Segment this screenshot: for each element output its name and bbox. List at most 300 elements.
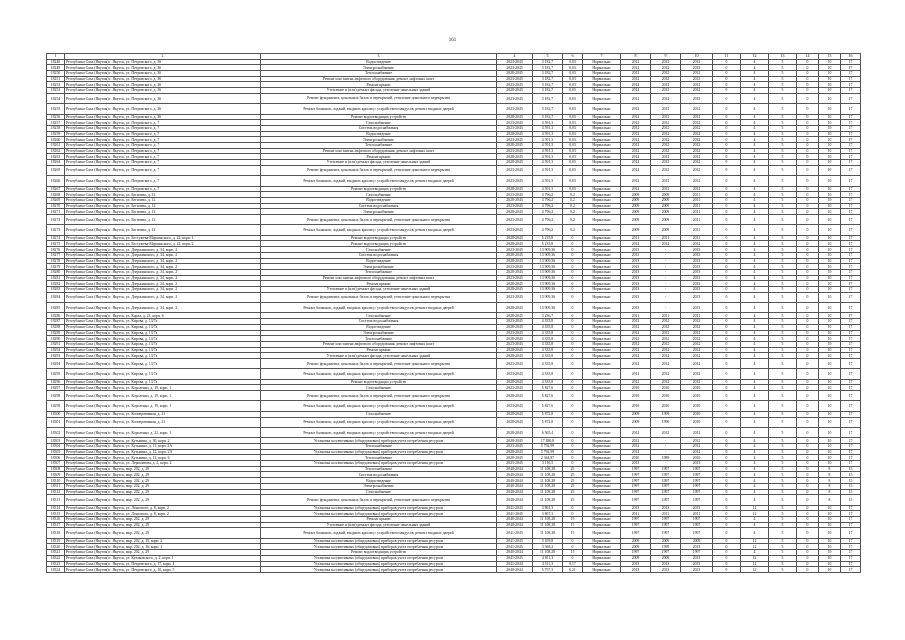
table-cell: 2009 xyxy=(621,538,651,544)
table-cell: 18261 xyxy=(47,143,65,149)
table-cell: 0 xyxy=(797,522,819,528)
table-cell: Нормально xyxy=(583,258,621,264)
table-cell: 2013 xyxy=(621,264,651,270)
table-cell: 2011 xyxy=(681,203,713,209)
table-cell: 0 xyxy=(797,461,819,467)
table-cell: Теплоснабжение xyxy=(261,143,497,149)
table-cell: 2040-2044 xyxy=(497,478,533,484)
table-cell: 2013 xyxy=(621,505,651,511)
table-cell: 2012 xyxy=(621,71,651,77)
table-cell: 10 xyxy=(819,186,841,192)
table-cell: 4 xyxy=(741,247,769,253)
table-cell: 4 591,3 xyxy=(533,176,563,186)
table-cell: 0 xyxy=(797,472,819,478)
table-cell: 18277 xyxy=(47,252,65,258)
table-cell: 17 xyxy=(841,369,861,379)
table-row xyxy=(47,417,861,427)
table-cell: 17 xyxy=(841,528,861,538)
table-cell: 0 xyxy=(563,313,583,319)
table-cell: 4 xyxy=(741,93,769,103)
table-cell: Нормально xyxy=(583,401,621,411)
table-cell: 2012 xyxy=(651,71,681,77)
table-cell: 17 480,8 xyxy=(533,438,563,444)
table-cell: 0 xyxy=(563,330,583,336)
table-cell: 0 xyxy=(713,160,741,166)
table-cell: 2012 xyxy=(651,427,681,437)
table-cell: 0 xyxy=(563,353,583,359)
table-cell: 0 xyxy=(797,225,819,235)
table-cell: Система водоснабжения xyxy=(261,252,497,258)
table-cell: 17 xyxy=(841,336,861,342)
table-cell: 1997 xyxy=(621,516,651,522)
table-cell: 2012 xyxy=(651,125,681,131)
table-cell: 0 xyxy=(713,444,741,450)
column-header: 7 xyxy=(583,54,621,60)
table-cell: 3 182,7 xyxy=(533,82,563,88)
table-cell: Республика Саха (Якутия) г. Якутск, мкр. 202, д. 29 xyxy=(65,466,261,472)
table-cell: 5 xyxy=(769,154,797,160)
table-cell: 18272 xyxy=(47,215,65,225)
table-cell: 17 xyxy=(841,209,861,215)
table-cell: 4 xyxy=(741,131,769,137)
table-cell: 12 xyxy=(741,538,769,544)
table-cell: 1997 xyxy=(681,522,713,528)
table-cell: 2012 xyxy=(651,88,681,94)
table-cell: 2028-2045 xyxy=(497,197,533,203)
table-cell: 0 xyxy=(713,192,741,198)
table-cell: 5 xyxy=(769,148,797,154)
table-cell: 17 xyxy=(841,264,861,270)
table-cell: 10 xyxy=(819,281,841,287)
table-cell: 2013 xyxy=(681,269,713,275)
table-cell: 3 182,7 xyxy=(533,65,563,71)
table-cell: 18300 xyxy=(47,411,65,417)
table-cell: 10 xyxy=(819,235,841,241)
table-cell: 3 182,7 xyxy=(533,93,563,103)
table-cell: 5 xyxy=(769,215,797,225)
table-cell: 0 xyxy=(797,444,819,450)
table-cell: Нормально xyxy=(583,120,621,126)
table-cell: Ремонт фундамента, цокольных балок и перекрытий, утепление цокольного перекрытия xyxy=(261,93,497,103)
table-cell: 18292 xyxy=(47,347,65,353)
table-cell: Нормально xyxy=(583,65,621,71)
table-cell: 13 909,36 xyxy=(533,264,563,270)
table-cell: 17 xyxy=(841,438,861,444)
table-cell: 18314 xyxy=(47,505,65,511)
table-cell: Нормально xyxy=(583,522,621,528)
table-cell: 5 xyxy=(769,235,797,241)
table-cell: 2011 xyxy=(681,209,713,215)
table-cell: 17 xyxy=(841,516,861,522)
table-cell: 2023-2045 xyxy=(497,82,533,88)
table-cell: 2012 xyxy=(681,125,713,131)
table-cell: 11 108,28 xyxy=(533,489,563,495)
table-cell: Газоснабжение xyxy=(261,247,497,253)
table-cell: 4 xyxy=(741,313,769,319)
table-cell: 15 xyxy=(841,483,861,489)
table-cell: 10 xyxy=(819,203,841,209)
table-cell: 8 xyxy=(819,478,841,484)
table-cell: 0 xyxy=(563,511,583,517)
table-cell: 2009 xyxy=(651,225,681,235)
table-cell: Республика Саха (Якутия) г. Якутск, ул. Петровского, д. 36 xyxy=(65,104,261,114)
table-cell: 5 xyxy=(769,252,797,258)
table-cell: 0 xyxy=(713,286,741,292)
table-cell: 4 xyxy=(741,264,769,270)
table-cell: 0 xyxy=(797,286,819,292)
table-cell: Республика Саха (Якутия) г. Якутск, ул. Петровского, д. 36 xyxy=(65,93,261,103)
table-cell: Республика Саха (Якутия) г. Якутск, ул. Лермонтова, д. 2, корп. 2 xyxy=(65,461,261,467)
table-cell: 4 335,8 xyxy=(533,341,563,347)
table-cell: 2011 xyxy=(681,235,713,241)
table-cell: 10 xyxy=(819,275,841,281)
table-cell: 15 xyxy=(841,478,861,484)
table-cell: Нормально xyxy=(583,438,621,444)
table-cell: 0 xyxy=(713,483,741,489)
table-cell: Нормально xyxy=(583,427,621,437)
table-cell: 2023-2045 xyxy=(497,358,533,368)
table-cell: 0 xyxy=(563,385,583,391)
table-cell: 8 xyxy=(819,466,841,472)
table-cell: - xyxy=(651,461,681,467)
table-cell: 0 xyxy=(713,275,741,281)
table-cell: Электроснабжение xyxy=(261,209,497,215)
table-cell: 2013 xyxy=(621,252,651,258)
table-cell: 4 xyxy=(741,252,769,258)
table-cell: 4 xyxy=(741,528,769,538)
table-cell: 2013 xyxy=(681,292,713,302)
table-cell: 0 xyxy=(713,264,741,270)
table-cell: 2012 xyxy=(651,358,681,368)
table-cell: 2013 xyxy=(651,567,681,573)
table-cell: - xyxy=(651,269,681,275)
table-cell: 5 xyxy=(769,104,797,114)
column-header: 1 xyxy=(47,54,65,60)
table-cell: 2013 xyxy=(681,252,713,258)
table-cell: 2010 xyxy=(621,385,651,391)
table-cell: Нормально xyxy=(583,292,621,302)
table-cell: Нормально xyxy=(583,88,621,94)
table-cell: 5 xyxy=(769,292,797,302)
table-cell: Нормально xyxy=(583,313,621,319)
table-cell: 0 xyxy=(713,137,741,143)
table-cell: 2023-2045 xyxy=(497,247,533,253)
table-cell: 4 591,3 xyxy=(533,165,563,175)
table-cell: 2023-2045 xyxy=(497,176,533,186)
table-cell: 0 xyxy=(713,252,741,258)
table-cell: 0,03 xyxy=(563,120,583,126)
table-cell: 0 xyxy=(713,391,741,401)
table-cell: 2028-2045 xyxy=(497,71,533,77)
table-cell: 5 xyxy=(769,522,797,528)
table-cell: 18322 xyxy=(47,555,65,561)
table-cell: Республика Саха (Якутия) г. Якутск, ул. Дзержинского, д. 34, корп. 2 xyxy=(65,275,261,281)
table-cell: 0 xyxy=(797,160,819,166)
table-row xyxy=(47,104,861,114)
table-cell: 0 xyxy=(713,544,741,550)
table-cell: 0 xyxy=(713,455,741,461)
table-cell: 3 459,8 xyxy=(533,538,563,544)
table-cell: 0 xyxy=(797,391,819,401)
table-cell: 0 xyxy=(797,324,819,330)
table-cell: 15 xyxy=(563,516,583,522)
table-cell: 0 xyxy=(797,247,819,253)
table-cell: Теплоснабжение xyxy=(261,71,497,77)
table-cell: 18302 xyxy=(47,427,65,437)
table-cell: 0 xyxy=(713,215,741,225)
table-cell: Теплоснабжение xyxy=(261,444,497,450)
table-cell: 4 xyxy=(741,241,769,247)
table-cell: Ремонт балконов, лоджий, входных крылец с устройством пандусов, ремонт входных дверей xyxy=(261,303,497,313)
table-cell: Газоснабжение xyxy=(261,192,497,198)
table-cell: 0 xyxy=(563,247,583,253)
table-cell: 17 xyxy=(841,65,861,71)
table-cell: Ремонт крыши xyxy=(261,281,497,287)
table-cell: 17 xyxy=(841,353,861,359)
table-cell: 18248 xyxy=(47,59,65,65)
table-cell: 4 796,2 xyxy=(533,197,563,203)
table-cell: 4 511,3 xyxy=(533,561,563,567)
table-cell: 2012 xyxy=(651,104,681,114)
table-cell: 4 796,2 xyxy=(533,215,563,225)
table-cell: 2028-2045 xyxy=(497,281,533,287)
table-cell: 10 xyxy=(819,247,841,253)
table-cell: 17 xyxy=(841,561,861,567)
table-cell: 2010 xyxy=(681,411,713,417)
table-cell: 4 796,2 xyxy=(533,209,563,215)
table-cell: 0 xyxy=(797,483,819,489)
table-cell: 0 xyxy=(797,104,819,114)
table-cell: Республика Саха (Якутия) г. Якутск, ул. Бегичева, д. 12 xyxy=(65,209,261,215)
table-cell: 2013 xyxy=(621,561,651,567)
table-cell: 0 xyxy=(713,369,741,379)
table-cell: Ремонт фундамента, цокольных балок и перекрытий, утепление цокольного перекрытия xyxy=(261,292,497,302)
table-cell: Республика Саха (Якутия) г. Якутск, ул. Петровского, д. 10, корп. 5 xyxy=(65,567,261,573)
table-cell: Установка коллективных (общедомовых) приборов учета потребления ресурсов xyxy=(261,555,497,561)
table-cell: 2011 xyxy=(681,511,713,517)
table-cell: Нормально xyxy=(583,215,621,225)
table-cell: - xyxy=(651,303,681,313)
table-cell: 4 796,2 xyxy=(533,225,563,235)
table-cell: Нормально xyxy=(583,93,621,103)
table-cell: 5 xyxy=(769,550,797,556)
table-cell: 2012 xyxy=(681,341,713,347)
table-cell: 25 xyxy=(563,472,583,478)
table-cell: Республика Саха (Якутия) г. Якутск, ул. Петровского, д. 36 xyxy=(65,71,261,77)
table-cell: Нормально xyxy=(583,330,621,336)
table-cell: 1997 xyxy=(651,478,681,484)
table-cell: 0 xyxy=(713,281,741,287)
table-cell: 12 xyxy=(741,544,769,550)
table-cell: 2012 xyxy=(621,88,651,94)
table-cell: 5 xyxy=(769,225,797,235)
table-cell: 3 182,7 xyxy=(533,71,563,77)
table-cell: 1997 xyxy=(621,522,651,528)
table-cell: 17 xyxy=(841,511,861,517)
table-cell: Нормально xyxy=(583,76,621,82)
table-cell: Утепление и (или) ремонт фасада, утепление панельных зданий xyxy=(261,286,497,292)
table-cell: 2012 xyxy=(681,444,713,450)
table-cell: 5 xyxy=(769,385,797,391)
table-cell: 0 xyxy=(563,555,583,561)
table-cell: 0 xyxy=(563,505,583,511)
table-cell: 2011 xyxy=(621,313,651,319)
table-cell: 10 xyxy=(819,76,841,82)
table-cell: 5 xyxy=(769,444,797,450)
table-cell: 0 xyxy=(797,148,819,154)
table-cell: 2012 xyxy=(621,59,651,65)
table-cell: 2 344,87 xyxy=(533,455,563,461)
table-cell: 18259 xyxy=(47,131,65,137)
table-cell: 5 872,8 xyxy=(533,417,563,427)
table-cell: Республика Саха (Якутия) г. Якутск, мкр. 202, д. 29 xyxy=(65,478,261,484)
table-cell: 4 xyxy=(741,275,769,281)
table-cell: 2040-2044 xyxy=(497,522,533,528)
table-cell: Нормально xyxy=(583,303,621,313)
table-cell: Нормально xyxy=(583,528,621,538)
table-cell: 2012 xyxy=(681,438,713,444)
table-cell: 0 xyxy=(713,385,741,391)
table-cell: 18290 xyxy=(47,336,65,342)
table-cell: 11 108,28 xyxy=(533,550,563,556)
table-cell: 0 xyxy=(797,347,819,353)
table-cell: 5 xyxy=(769,143,797,149)
table-cell: 2012 xyxy=(651,324,681,330)
table-cell: 17 xyxy=(841,391,861,401)
table-cell: 2012 xyxy=(621,143,651,149)
table-cell: 2013 xyxy=(621,258,651,264)
table-cell: 2009 xyxy=(621,555,651,561)
table-cell: 0 xyxy=(797,385,819,391)
table-cell: Нормально xyxy=(583,483,621,489)
table-cell: Республика Саха (Якутия) г. Якутск, ул. Петровского, д. 17, корп. 4 xyxy=(65,561,261,567)
table-cell: Нормально xyxy=(583,516,621,522)
table-cell: 17 xyxy=(841,225,861,235)
table-cell: 2028-2045 xyxy=(497,160,533,166)
table-cell: 1997 xyxy=(681,495,713,505)
table-cell: 0,03 xyxy=(563,165,583,175)
table-cell: 0 xyxy=(797,71,819,77)
table-cell: Нормально xyxy=(583,505,621,511)
table-cell: 5 xyxy=(769,324,797,330)
table-cell: 0 xyxy=(563,319,583,325)
table-cell: Республика Саха (Якутия) г. Якутск, ул. Дзержинского, д. 34, корп. 2 xyxy=(65,292,261,302)
table-cell: 3 116,5 xyxy=(533,461,563,467)
table-row xyxy=(47,391,861,401)
table-cell: 0,03 xyxy=(563,114,583,120)
table-cell: 5 xyxy=(769,137,797,143)
table-cell: 2012 xyxy=(681,347,713,353)
table-cell: 4 xyxy=(741,516,769,522)
table-cell: 2023-2045 xyxy=(497,76,533,82)
column-header: 10 xyxy=(681,54,713,60)
table-cell: 10 xyxy=(819,538,841,544)
table-cell: 0 xyxy=(563,281,583,287)
table-cell: Республика Саха (Якутия) г. Якутск, ул. Кирова, д. 13/7а xyxy=(65,341,261,347)
table-cell: Система водоснабжения xyxy=(261,203,497,209)
table-cell: 18317 xyxy=(47,522,65,528)
table-cell: Нормально xyxy=(583,286,621,292)
table-cell: 18309 xyxy=(47,472,65,478)
table-cell: 0 xyxy=(713,125,741,131)
table-cell: Республика Саха (Якутия) г. Якутск, ул. Петровского, д. 7 xyxy=(65,131,261,137)
table-cell: Нормально xyxy=(583,225,621,235)
table-cell: 2012 xyxy=(681,154,713,160)
table-cell: 17 xyxy=(841,71,861,77)
table-cell: 17 xyxy=(841,186,861,192)
column-header: 13 xyxy=(769,54,797,60)
table-cell: 4 xyxy=(741,143,769,149)
table-cell: 17 xyxy=(841,538,861,544)
table-cell: 5 xyxy=(769,330,797,336)
table-cell: 2028-2045 xyxy=(497,186,533,192)
table-cell: 5 xyxy=(769,516,797,522)
column-header: 9 xyxy=(651,54,681,60)
table-cell: 2009 xyxy=(621,209,651,215)
table-cell: 0 xyxy=(563,358,583,368)
table-cell: Республика Саха (Якутия) г. Якутск, ул. Короленко, д. 19, корп. 1 xyxy=(65,391,261,401)
table-cell: 0 xyxy=(563,258,583,264)
table-cell: 13 909,36 xyxy=(533,286,563,292)
table-cell: 1997 xyxy=(651,489,681,495)
table-cell: 5 xyxy=(769,76,797,82)
table-cell: 17 xyxy=(841,82,861,88)
table-cell: 25 xyxy=(563,483,583,489)
table-cell: 25 xyxy=(563,466,583,472)
table-cell: 5 827,6 xyxy=(533,391,563,401)
table-cell: 2010 xyxy=(681,391,713,401)
table-cell: 4 335,8 xyxy=(533,358,563,368)
table-cell: 2012 xyxy=(681,148,713,154)
table-cell: 0 xyxy=(713,528,741,538)
table-cell: 2012 xyxy=(681,336,713,342)
table-cell: 0 xyxy=(797,203,819,209)
table-cell: 2028-2045 xyxy=(497,427,533,437)
table-cell: 18286 xyxy=(47,313,65,319)
table-cell: 2013 xyxy=(621,286,651,292)
table-cell: Нормально xyxy=(583,489,621,495)
table-cell: 2010 xyxy=(681,385,713,391)
table-cell: Нормально xyxy=(583,472,621,478)
table-cell: 3 182,7 xyxy=(533,114,563,120)
table-cell: 0 xyxy=(713,472,741,478)
table-cell: 5 xyxy=(769,192,797,198)
table-row xyxy=(47,93,861,103)
table-cell: 5 xyxy=(769,258,797,264)
table-cell: 5 xyxy=(769,93,797,103)
table-cell: 0 xyxy=(797,258,819,264)
table-cell: 4 xyxy=(741,472,769,478)
table-cell: - xyxy=(651,444,681,450)
table-cell: Республика Саха (Якутия) г. Якутск, мкр. 202, д. 29 xyxy=(65,516,261,522)
table-cell: 0 xyxy=(713,235,741,241)
table-cell: 2028-2045 xyxy=(497,391,533,401)
table-cell: 1997 xyxy=(651,516,681,522)
table-cell: - xyxy=(651,286,681,292)
table-cell: 10 xyxy=(819,165,841,175)
table-cell: 2012 xyxy=(681,59,713,65)
table-cell: 2012 xyxy=(651,65,681,71)
table-cell: Ремонт водоотводящих устройств xyxy=(261,114,497,120)
table-cell: Нормально xyxy=(583,275,621,281)
table-cell: 0 xyxy=(713,511,741,517)
table-cell: 18274 xyxy=(47,235,65,241)
table-cell: 10 xyxy=(819,65,841,71)
table-cell: 2012 xyxy=(621,319,651,325)
table-cell: 2011 xyxy=(621,235,651,241)
table-cell: 2012 xyxy=(621,186,651,192)
table-cell: 0 xyxy=(713,197,741,203)
